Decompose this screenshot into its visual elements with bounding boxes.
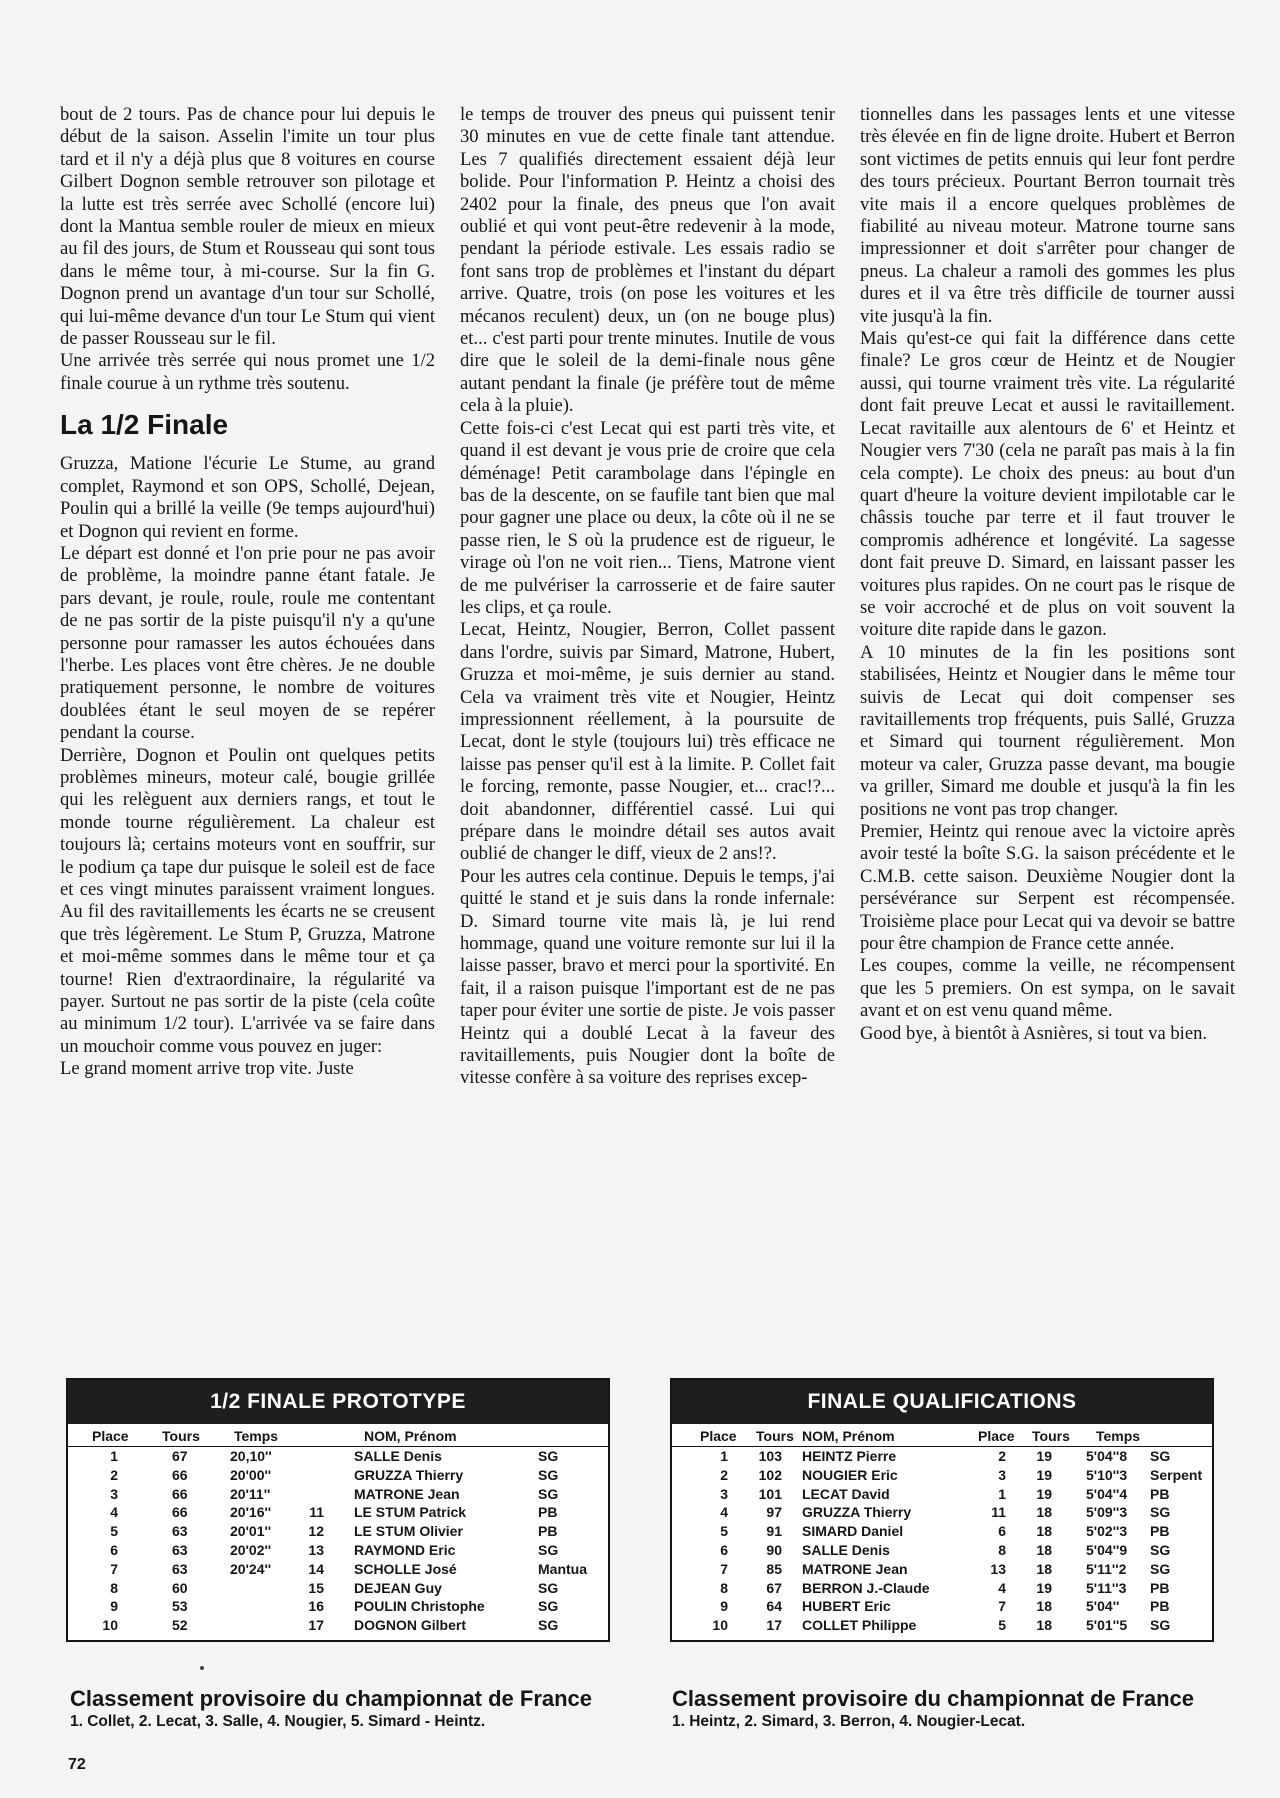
table-cell: PB bbox=[1150, 1579, 1170, 1596]
table-cell: 14 bbox=[308, 1560, 324, 1577]
table-cell: 5'10''3 bbox=[1086, 1466, 1128, 1483]
standings-list: 1. Collet, 2. Lecat, 3. Salle, 4. Nougier, 5. Simard - Heintz. bbox=[70, 1713, 486, 1730]
table-row bbox=[672, 1503, 1212, 1522]
table-cell: SCHOLLE José bbox=[354, 1560, 457, 1577]
table-title: 1/2 FINALE PROTOTYPE bbox=[68, 1380, 608, 1424]
table-cell: 5'04''4 bbox=[1086, 1485, 1128, 1502]
table-cell: 4 bbox=[720, 1504, 728, 1521]
table-cell: 60 bbox=[172, 1579, 188, 1596]
table-cell: 12 bbox=[308, 1523, 324, 1540]
table-row bbox=[672, 1541, 1212, 1560]
table-cell: 11 bbox=[991, 1504, 1006, 1521]
column-header-temps: Temps bbox=[234, 1428, 279, 1444]
article-column-1 bbox=[60, 104, 435, 1081]
column-header-nom: NOM, Prénom bbox=[802, 1428, 895, 1444]
paragraph: Le grand moment arrive trop vite. Juste bbox=[60, 1058, 354, 1080]
column-header-qualif-tours: Tours bbox=[1032, 1428, 1070, 1444]
standings-title: Classement provisoire du championnat de France bbox=[672, 1686, 1195, 1711]
table-cell: COLLET Philippe bbox=[802, 1617, 917, 1634]
table-cell: 63 bbox=[172, 1560, 188, 1577]
table-cell: 5'04'' bbox=[1086, 1598, 1120, 1615]
table-cell: 5 bbox=[998, 1617, 1006, 1634]
column-header-temps: Temps bbox=[1096, 1428, 1141, 1444]
table-cell: 4 bbox=[110, 1504, 118, 1521]
semifinal-results-table bbox=[66, 1378, 610, 1642]
table-cell: 17 bbox=[308, 1617, 324, 1634]
table-cell: SG bbox=[1150, 1541, 1171, 1558]
table-cell: SG bbox=[538, 1466, 559, 1483]
table-cell: PB bbox=[538, 1523, 558, 1540]
table-cell: 8 bbox=[720, 1579, 728, 1596]
table-cell: MATRONE Jean bbox=[354, 1485, 460, 1502]
table-cell: 20'02'' bbox=[230, 1541, 272, 1558]
table-cell: 91 bbox=[766, 1523, 782, 1540]
championship-standings-right bbox=[672, 1686, 1194, 1732]
paragraph: tionnelles dans les passages lents et une vitesse très élevée en fin de ligne droite. Hubert et Berron sont victimes de petits ennuis qui leur font perdre des tours précieux. Pourtant Berron tournait très vite mais il a encore quelques problèmes de fiabilité au niveau moteur. Matrone tourne sans impressionner et doit s'arrêter pour changer de pneus. La chaleur a ramoli des gommes les plus dures et il va être très difficile de tourner aussi vite jusqu'à la fin. bbox=[860, 104, 1235, 327]
table-cell: 5'04''8 bbox=[1086, 1448, 1128, 1464]
table-cell: 10 bbox=[712, 1617, 728, 1634]
column-header-tours: Tours bbox=[162, 1428, 200, 1444]
table-cell: 103 bbox=[758, 1448, 782, 1464]
table-body bbox=[672, 1447, 1212, 1635]
table-row bbox=[672, 1522, 1212, 1541]
table-row bbox=[672, 1560, 1212, 1579]
paragraph: Premier, Heintz qui renoue avec la victoire après avoir testé la boîte S.G. la saison précédente et le C.M.B. cette saison. Deuxième Nougier dont la persévérance sur Serpent est récompensée. Troisième place pour Lecat qui va devoir se battre pour être champion de France cette année. bbox=[860, 821, 1235, 955]
paragraph: le temps de trouver des pneus qui puissent tenir 30 minutes en vue de cette finale tant attendue. Les 7 qualifiés directement essaient déjà leur bolide. Pour l'information P. Heintz a choisi des 2402 pour la finale, des pneus que l'on avait oublié et qui vont peut-être redevenir à la mode, pendant la période estivale. Les essais radio se font sans trop de problèmes et l'instant du départ arrive. Quatre, trois (on pose les voitures et les mécanos reculent) deux, un (on ne bouge plus) et... c'est parti pour trente minutes. Inutile de vous dire que le soleil de la demi-finale nous gêne autant pendant la finale (je préfère tout de même cela à la pluie). bbox=[460, 104, 835, 417]
table-cell: 7 bbox=[998, 1598, 1006, 1615]
table-cell: 3 bbox=[110, 1485, 118, 1502]
table-cell: 13 bbox=[308, 1541, 324, 1558]
table-cell: 85 bbox=[766, 1560, 782, 1577]
table-cell: 52 bbox=[172, 1617, 188, 1634]
standings-list: 1. Heintz, 2. Simard, 3. Berron, 4. Nougier-Lecat. bbox=[672, 1713, 1026, 1730]
table-cell: 20'11'' bbox=[230, 1485, 271, 1502]
table-cell: 67 bbox=[172, 1448, 188, 1464]
table-cell: 5 bbox=[720, 1523, 728, 1540]
paragraph: Gruzza, Matione l'écurie Le Stume, au grand complet, Raymond et son OPS, Schollé, Dejean, Poulin qui a brillé la veille (9e temps aujourd'hui) et Dognon qui revient en forme. bbox=[60, 453, 435, 542]
table-cell: 9 bbox=[720, 1598, 728, 1615]
table-cell: 1 bbox=[720, 1448, 728, 1464]
table-cell: 53 bbox=[172, 1598, 188, 1615]
table-cell: 9 bbox=[110, 1598, 118, 1615]
table-cell: RAYMOND Eric bbox=[354, 1541, 456, 1558]
table-cell: SG bbox=[538, 1617, 559, 1634]
table-cell: 5'11''3 bbox=[1086, 1579, 1127, 1596]
table-cell: 97 bbox=[766, 1504, 782, 1521]
paragraph: Derrière, Dognon et Poulin ont quelques petits problèmes mineurs, moteur calé, bougie grillée qui les relèguent aux derniers rangs, et tout le monde tourne régulièrement. La chaleur est toujours là; certains moteurs vont en souffrir, sur le podium ça tape dur puisque le soleil est de face et ces vingt minutes paraissent vraiment longues. Au fil des ravitaillements les écarts ne se creusent que très légèrement. Le Stum P, Gruzza, Matrone et moi-même sommes dans le même tour et ça tourne! Rien d'extraordinaire, la régularité va payer. Surtout ne pas sortir de la piste (cela coûte au minimum 1/2 tour). L'arrivée va se faire dans un mouchoir comme vous pouvez en juger: bbox=[60, 744, 435, 1057]
table-cell: 67 bbox=[766, 1579, 782, 1596]
table-cell: LECAT David bbox=[802, 1485, 890, 1502]
table-cell: 5'04''9 bbox=[1086, 1541, 1128, 1558]
table-cell: SG bbox=[538, 1598, 559, 1615]
table-cell: PB bbox=[538, 1504, 558, 1521]
table-cell: GRUZZA Thierry bbox=[354, 1466, 464, 1483]
table-cell: 19 bbox=[1036, 1485, 1052, 1502]
table-cell: 1 bbox=[110, 1448, 118, 1464]
table-row bbox=[672, 1447, 1212, 1466]
table-cell: SG bbox=[1150, 1504, 1171, 1521]
table-cell: 19 bbox=[1036, 1448, 1052, 1464]
paragraph: Mais qu'est-ce qui fait la différence dans cette finale? Le gros cœur de Heintz et de Nougier aussi, qui tourne vraiment très vite. La régularité dont fait preuve Lecat et aussi le ravitaillement. Lecat ravitaille aux alentours de 6' et Heintz et Nougier vers 7'30 (cela ne paraît pas mais à la fin cela compte). Le choix des pneus: au bout d'un quart d'heure la voiture devient impilotable car le châssis touche par terre et il faut trouver le compromis adhérence et longévité. La sagesse dont fait preuve D. Simard, en laissant passer les voitures plus rapides. On ne court pas le risque de se voir accroché et de plus on voit souvent la voiture dite rapide dans le gazon. bbox=[860, 328, 1235, 641]
table-cell: 18 bbox=[1036, 1617, 1052, 1634]
table-cell: Mantua bbox=[538, 1560, 587, 1577]
table-row bbox=[68, 1485, 608, 1504]
table-cell: SALLE Denis bbox=[802, 1541, 890, 1558]
table-cell: 11 bbox=[309, 1504, 324, 1521]
paragraph: Cette fois-ci c'est Lecat qui est parti très vite, et quand il est devant je vous prie de croire que cela déménage! Petit carambolage dans l'épingle en bas de la descente, on se faufile tant bien que mal pour gagner une place ou deux, la côte où il ne se passe rien, le S où la prudence est de rigueur, le virage où l'on ne voit rien... Tiens, Matrone vient de me pulvériser la carrosserie et de faire sauter les clips, et ça roule. bbox=[460, 417, 835, 618]
table-cell: 6 bbox=[998, 1523, 1006, 1540]
table-cell: 102 bbox=[758, 1466, 782, 1483]
table-cell: 7 bbox=[110, 1560, 118, 1577]
table-cell: 63 bbox=[172, 1541, 188, 1558]
table-cell: 3 bbox=[998, 1466, 1006, 1483]
table-cell: 20'01'' bbox=[230, 1523, 272, 1540]
table-row bbox=[68, 1616, 608, 1635]
standings-title: Classement provisoire du championnat de France bbox=[70, 1686, 593, 1711]
paragraph: bout de 2 tours. Pas de chance pour lui depuis le début de la saison. Asselin l'imite un tour plus tard et il n'y a déjà plus que 8 voitures en course Gilbert Dognon semble retrouver son pilotage et la lutte est très serrée avec Schollé (encore lui) dont la Mantua semble rouler de mieux en mieux au fil des jours, de Stum et Rousseau qui sont tous dans le même tour, à mi-course. Sur la fin G. Dognon prend un avantage d'un tour sur Schollé, qui lui-même devance d'un tour Le Stum qui vient de passer Rousseau sur le fil. bbox=[60, 104, 435, 350]
table-cell: 90 bbox=[766, 1541, 782, 1558]
table-row bbox=[68, 1503, 608, 1522]
table-header bbox=[672, 1424, 1212, 1447]
table-cell: 16 bbox=[308, 1598, 324, 1615]
table-cell: 5'09''3 bbox=[1086, 1504, 1128, 1521]
table-cell: POULIN Christophe bbox=[354, 1598, 485, 1615]
table-cell: 2 bbox=[110, 1466, 118, 1483]
table-row bbox=[68, 1541, 608, 1560]
table-cell: 66 bbox=[172, 1504, 188, 1521]
table-cell: SG bbox=[1150, 1448, 1171, 1464]
table-cell: 63 bbox=[172, 1523, 188, 1540]
column-header-qualif-place: Place bbox=[978, 1428, 1015, 1444]
table-cell: Serpent bbox=[1150, 1466, 1203, 1483]
column-header-place: Place bbox=[700, 1428, 737, 1444]
table-row bbox=[672, 1485, 1212, 1504]
table-cell: 64 bbox=[766, 1598, 782, 1615]
table-cell: SG bbox=[538, 1541, 559, 1558]
article-column-2 bbox=[460, 104, 835, 1090]
table-cell: SIMARD Daniel bbox=[802, 1523, 904, 1540]
paragraph: Le départ est donné et l'on prie pour ne pas avoir de problème, la moindre panne étant fatale. Je pars devant, je roule, roule, roule me contentant de ne pas sortir de la piste puisqu'il n'y a qu'une personne pour ramasser les autos échouées dans l'herbe. Les places vont être chères. Je ne double pratiquement personne, le nombre de voitures doublées étant le seul moyen de se repérer pendant la course. bbox=[60, 542, 435, 744]
table-cell: 18 bbox=[1036, 1523, 1052, 1540]
table-row bbox=[68, 1579, 608, 1598]
table-cell: 13 bbox=[990, 1560, 1006, 1577]
table-cell: 20'16'' bbox=[230, 1504, 272, 1521]
table-cell: 17 bbox=[766, 1617, 782, 1634]
table-cell: DEJEAN Guy bbox=[354, 1579, 442, 1596]
table-cell: 5'02''3 bbox=[1086, 1523, 1128, 1540]
table-cell: 5'11''2 bbox=[1086, 1560, 1127, 1577]
table-row bbox=[68, 1466, 608, 1485]
table-cell: 18 bbox=[1036, 1598, 1052, 1615]
table-cell: HEINTZ Pierre bbox=[802, 1448, 897, 1464]
table-cell: NOUGIER Eric bbox=[802, 1466, 898, 1483]
table-cell: 66 bbox=[172, 1485, 188, 1502]
table-cell: 3 bbox=[720, 1485, 728, 1502]
table-cell: PB bbox=[1150, 1523, 1170, 1540]
table-row bbox=[672, 1616, 1212, 1635]
table-cell: 19 bbox=[1036, 1466, 1052, 1483]
table-cell: PB bbox=[1150, 1485, 1170, 1502]
table-cell: 2 bbox=[998, 1448, 1006, 1464]
table-cell: PB bbox=[1150, 1598, 1170, 1615]
table-cell: 19 bbox=[1036, 1579, 1052, 1596]
table-cell: SALLE Denis bbox=[354, 1448, 442, 1464]
paragraph: A 10 minutes de la fin les positions sont stabilisées, Heintz et Nougier dans le même tour suivis de Lecat qui doit compenser ses ravitaillements trop fréquents, puis Sallé, Gruzza et Simard qui tournent régulièrement. Mon moteur va caler, Gruzza passe devant, ma bougie va griller, Simard me double et jusqu'à la fin les positions ne vont pas trop changer. bbox=[860, 641, 1235, 820]
table-body bbox=[68, 1447, 608, 1635]
table-cell: LE STUM Patrick bbox=[354, 1504, 467, 1521]
table-cell: SG bbox=[538, 1485, 559, 1502]
table-row bbox=[68, 1522, 608, 1541]
print-dot bbox=[200, 1666, 204, 1670]
paragraph: Pour les autres cela continue. Depuis le temps, j'ai quitté le stand et je suis dans la ronde infernale: D. Simard tourne vite mais là, je lui rend hommage, quand une voiture remonte sur lui il la laisse passer, bravo et merci pour la sportivité. En fait, il a raison puisque l'important est de ne pas taper pour éviter une sortie de piste. Je vois passer Heintz qui a doublé Lecat à la faveur des ravitaillements, puis Nougier dont la boîte de vitesse confère à sa voiture des reprises excep- bbox=[460, 865, 835, 1089]
table-cell: HUBERT Eric bbox=[802, 1598, 891, 1615]
table-cell: 101 bbox=[758, 1485, 782, 1502]
table-cell: DOGNON Gilbert bbox=[354, 1617, 467, 1634]
table-cell: 18 bbox=[1036, 1541, 1052, 1558]
table-row bbox=[68, 1560, 608, 1579]
table-cell: 8 bbox=[110, 1579, 118, 1596]
column-header-nom: NOM, Prénom bbox=[364, 1428, 457, 1444]
paragraph: Les coupes, comme la veille, ne récompensent que les 5 premiers. On est sympa, on le savait avant et on est venu quand même. bbox=[860, 955, 1235, 1022]
table-row bbox=[672, 1579, 1212, 1598]
table-cell: 5 bbox=[110, 1523, 118, 1540]
final-qualifications-table bbox=[670, 1378, 1214, 1642]
table-cell: 18 bbox=[1036, 1504, 1052, 1521]
table-row bbox=[672, 1466, 1212, 1485]
column-header-place: Place bbox=[92, 1428, 129, 1444]
column-header-tours: Tours bbox=[756, 1428, 794, 1444]
table-cell: 2 bbox=[720, 1466, 728, 1483]
table-cell: 20'00'' bbox=[230, 1466, 272, 1483]
table-row bbox=[68, 1597, 608, 1616]
table-cell: 8 bbox=[998, 1541, 1006, 1558]
paragraph: Lecat, Heintz, Nougier, Berron, Collet passent dans l'ordre, suivis par Simard, Matrone, Hubert, Gruzza et moi-même, je suis dernier au stand. Cela va vraiment très vite et Nougier, Heintz impressionnent réellement, à la poursuite de Lecat, dont le style (toujours lui) très efficace ne laisse pas penser qu'il est à la limite. P. Collet fait le forcing, remonte, passe Nougier, et... crac!?... doit abandonner, différentiel cassé. Lui qui prépare dans le moindre détail ses autos avait oublié de changer le diff, vieux de 2 ans!?. bbox=[460, 619, 835, 865]
table-cell: SG bbox=[1150, 1560, 1171, 1577]
table-cell: 1 bbox=[998, 1485, 1006, 1502]
table-row bbox=[672, 1597, 1212, 1616]
table-cell: LE STUM Olivier bbox=[354, 1523, 463, 1540]
table-cell: MATRONE Jean bbox=[802, 1560, 908, 1577]
paragraph: Good bye, à bientôt à Asnières, si tout va bien. bbox=[860, 1022, 1208, 1044]
table-cell: 7 bbox=[720, 1560, 728, 1577]
table-header bbox=[68, 1424, 608, 1447]
paragraph: Une arrivée très serrée qui nous promet une 1/2 finale courue à un rythme très soutenu. bbox=[60, 350, 435, 394]
table-row bbox=[68, 1447, 608, 1466]
table-cell: 18 bbox=[1036, 1560, 1052, 1577]
table-cell: 6 bbox=[110, 1541, 118, 1558]
table-cell: 10 bbox=[102, 1617, 118, 1634]
table-cell: 20'24'' bbox=[230, 1560, 272, 1577]
table-cell: SG bbox=[538, 1448, 559, 1464]
table-cell: 4 bbox=[998, 1579, 1006, 1596]
table-cell: GRUZZA Thierry bbox=[802, 1504, 912, 1521]
section-heading: La 1/2 Finale bbox=[60, 409, 229, 441]
table-title: FINALE QUALIFICATIONS bbox=[672, 1380, 1212, 1424]
article-column-3 bbox=[860, 104, 1235, 1045]
table-cell: 15 bbox=[308, 1579, 324, 1596]
page-number: 72 bbox=[68, 1756, 86, 1773]
table-cell: 66 bbox=[172, 1466, 188, 1483]
table-cell: BERRON J.-Claude bbox=[802, 1579, 930, 1596]
championship-standings-left bbox=[70, 1686, 592, 1732]
table-cell: 5'01''5 bbox=[1086, 1617, 1128, 1634]
table-cell: 20,10'' bbox=[230, 1448, 272, 1464]
table-cell: SG bbox=[538, 1579, 559, 1596]
table-cell: 6 bbox=[720, 1541, 728, 1558]
table-cell: SG bbox=[1150, 1617, 1171, 1634]
